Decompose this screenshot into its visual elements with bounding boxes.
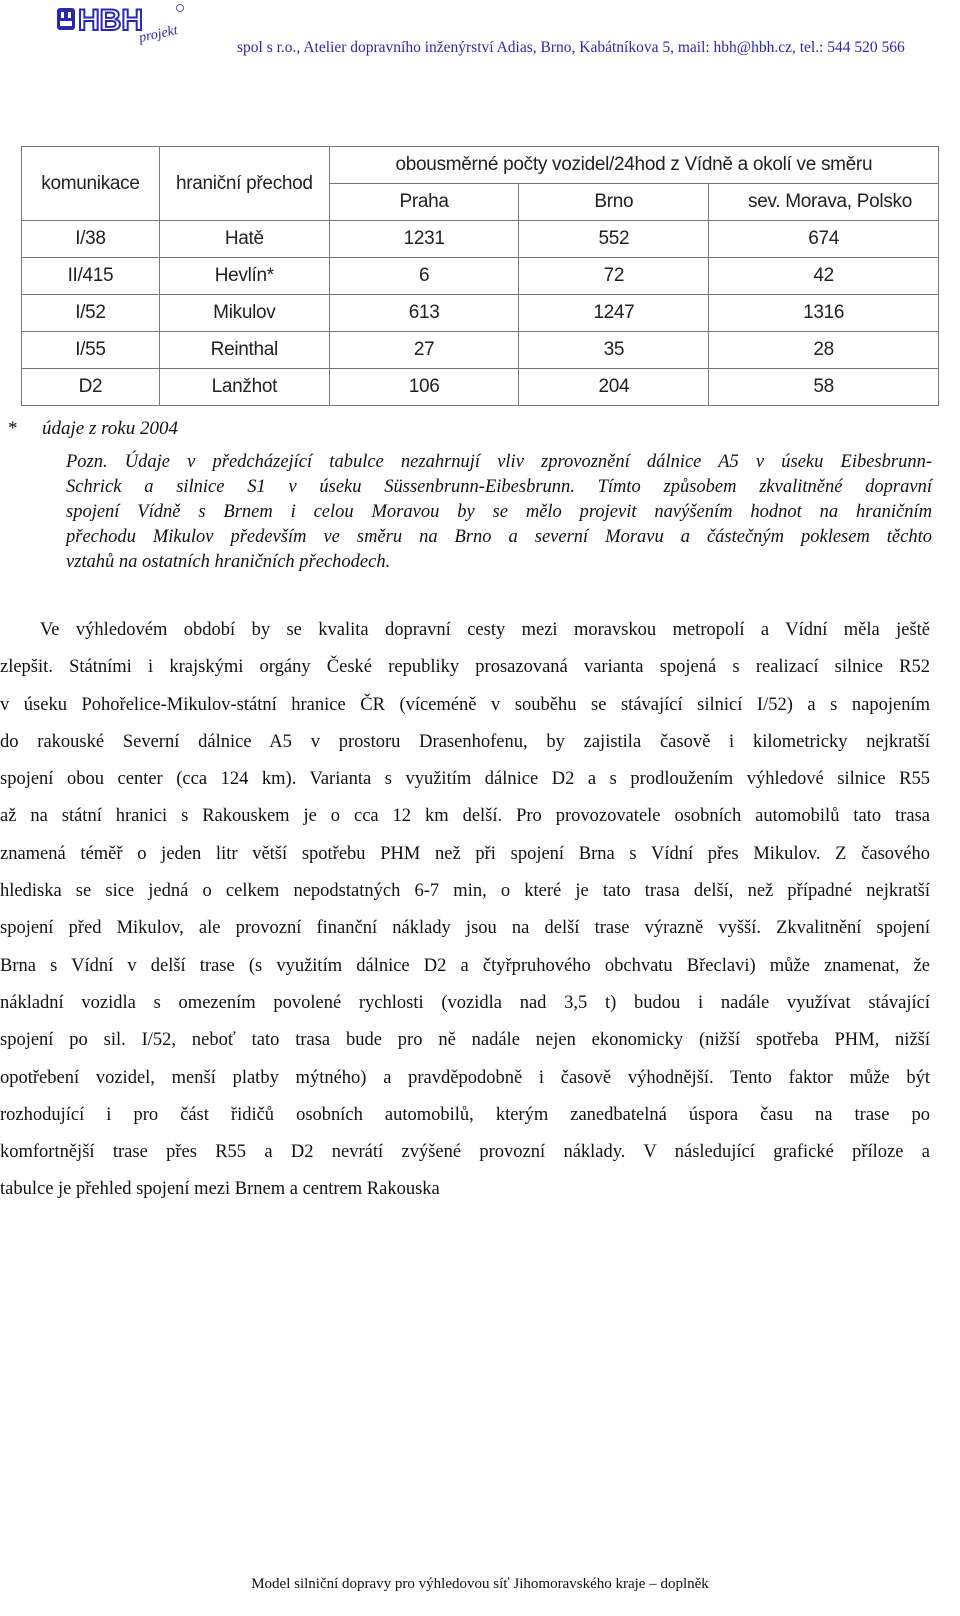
cell-prechod: Lanžhot xyxy=(159,369,329,406)
paragraph-line: až na státní hranici s Rakouskem je o cca 12 km delší. Pro provozovatele osobních automobilů tato trasa xyxy=(0,806,930,827)
paragraph-line: spojení po sil. I/52, neboť tato trasa bude pro ně nadále nejen ekonomicky (nižší spotřeba PHM, nižší xyxy=(0,1030,930,1051)
cell-praha: 613 xyxy=(329,295,519,332)
cell-praha: 106 xyxy=(329,369,519,406)
cell-prechod: Reinthal xyxy=(159,332,329,369)
page-header xyxy=(54,0,934,56)
paragraph-line: Ve výhledovém období by se kvalita dopravní cesty mezi moravskou metropolí a Vídní měla ještě xyxy=(40,620,930,640)
company-contact: spol s r.o., Atelier dopravního inženýrství Adias, Brno, Kabátníkova 5, mail: hbh@hbh.cz, tel.: 544 520 566 xyxy=(237,39,905,56)
hbh-logo xyxy=(56,2,188,46)
cell-komunikace: II/415 xyxy=(22,258,160,295)
note-line: přechodu Mikulov především ve směru na Brno a severní Moravu a částečným poklesem těchto xyxy=(66,527,932,547)
cell-morava: 674 xyxy=(709,221,939,258)
table-row xyxy=(22,295,939,332)
svg-text:projekt: projekt xyxy=(137,23,180,46)
paragraph-line: komfortnější trase přes R55 a D2 nevrátí zvýšené provozní náklady. V následující grafické příloze a xyxy=(0,1142,930,1163)
cell-praha: 1231 xyxy=(329,221,519,258)
header-direction-group: obousměrné počty vozidel/24hod z Vídně a okolí ve směru xyxy=(329,147,938,184)
paragraph-line: hlediska se sice jedná o celkem nepodstatných 6-7 min, o které je tato trasa delší, než případné nejkratší xyxy=(0,881,930,902)
table-row xyxy=(22,369,939,406)
cell-morava: 58 xyxy=(709,369,939,406)
cell-brno: 72 xyxy=(519,258,709,295)
note-line: spojení Vídně s Brnem i celou Moravou by se mělo projevit navýšením hodnot na hraničním xyxy=(66,502,932,522)
paragraph-line: rozhodující i pro část řidičů osobních automobilů, kterým zanedbatelná úspora času na trase po xyxy=(0,1104,930,1125)
note-line: Pozn. Údaje v předcházející tabulce nezahrnují vliv zprovoznění dálnice A5 v úseku Eibesbrunn- xyxy=(66,452,932,472)
header-hranicni-prechod: hraniční přechod xyxy=(159,147,329,221)
table-row xyxy=(22,221,939,258)
body-paragraph xyxy=(0,612,930,1209)
paragraph-line: znamená téměř o jeden litr větší spotřebu PHM než při spojení Brna s Vídní přes Mikulov. Z časového xyxy=(0,843,930,864)
paragraph-line: Brna s Vídní v delší trase (s využitím dálnice D2 a čtyřpruhového obchvatu Břeclavi) může znamenat, že xyxy=(0,955,930,976)
header-dir-praha: Praha xyxy=(329,184,519,221)
svg-text:HBH: HBH xyxy=(78,4,143,37)
cell-komunikace: I/52 xyxy=(22,295,160,332)
cell-brno: 35 xyxy=(519,332,709,369)
header-komunikace: komunikace xyxy=(22,147,160,221)
paragraph-line: v úseku Pohořelice-Mikulov-státní hranice ČR (víceméně v souběhu se stávající silnicí I/52) a s napojením xyxy=(0,694,930,715)
note-line: vztahů na ostatních hraničních přechodech. xyxy=(66,552,391,572)
paragraph-line: opotřebení vozidel, menší platby mýtného) a pravděpodobně i časově výhodnější. Tento faktor může být xyxy=(0,1067,930,1088)
cell-komunikace: D2 xyxy=(22,369,160,406)
cell-brno: 1247 xyxy=(519,295,709,332)
table-footnote xyxy=(8,418,178,440)
paragraph-line: do rakouské Severní dálnice A5 v prostoru Drasenhofenu, by zajistila časově i kilometricky nejkratší xyxy=(0,731,930,752)
cell-prechod: Mikulov xyxy=(159,295,329,332)
table-row xyxy=(22,332,939,369)
cell-praha: 27 xyxy=(329,332,519,369)
paragraph-line: tabulce je přehled spojení mezi Brnem a centrem Rakouska xyxy=(0,1179,440,1200)
note-line: Schrick a silnice S1 v úseku Süssenbrunn-Eibesbrunn. Tímto způsobem zkvalitněné dopravní xyxy=(66,477,932,497)
paragraph-line: zlepšit. Státními i krajskými orgány České republiky prosazovaná varianta spojená s realizací silnice R52 xyxy=(0,657,930,678)
footnote-asterisk: * xyxy=(8,418,18,439)
cell-brno: 552 xyxy=(519,221,709,258)
cell-komunikace: I/55 xyxy=(22,332,160,369)
paragraph-line: nákladní vozidla s omezením povolené rychlosti (vozidla nad 3,5 t) budou i nadále využívat stávající xyxy=(0,992,930,1013)
footnote-text: údaje z roku 2004 xyxy=(42,418,178,439)
header-dir-brno: Brno xyxy=(519,184,709,221)
paragraph-line: spojení před Mikulov, ale provozní finanční náklady jsou na delší trase výrazně vyšší. Zkvalitnění spojení xyxy=(0,918,930,939)
border-crossing-traffic-table xyxy=(21,146,939,406)
cell-morava: 1316 xyxy=(709,295,939,332)
cell-brno: 204 xyxy=(519,369,709,406)
italic-note xyxy=(66,450,932,575)
cell-prechod: Hevlín* xyxy=(159,258,329,295)
paragraph-line: spojení obou center (cca 124 km). Varianta s využitím dálnice D2 a s prodloužením výhledové silnice R55 xyxy=(0,769,930,790)
cell-praha: 6 xyxy=(329,258,519,295)
cell-morava: 28 xyxy=(709,332,939,369)
table-row xyxy=(22,258,939,295)
page-footer: Model silniční dopravy pro výhledovou síť Jihomoravského kraje – doplněk xyxy=(251,1576,709,1592)
cell-morava: 42 xyxy=(709,258,939,295)
header-dir-morava-polsko: sev. Morava, Polsko xyxy=(709,184,939,221)
cell-komunikace: I/38 xyxy=(22,221,160,258)
cell-prechod: Hatě xyxy=(159,221,329,258)
